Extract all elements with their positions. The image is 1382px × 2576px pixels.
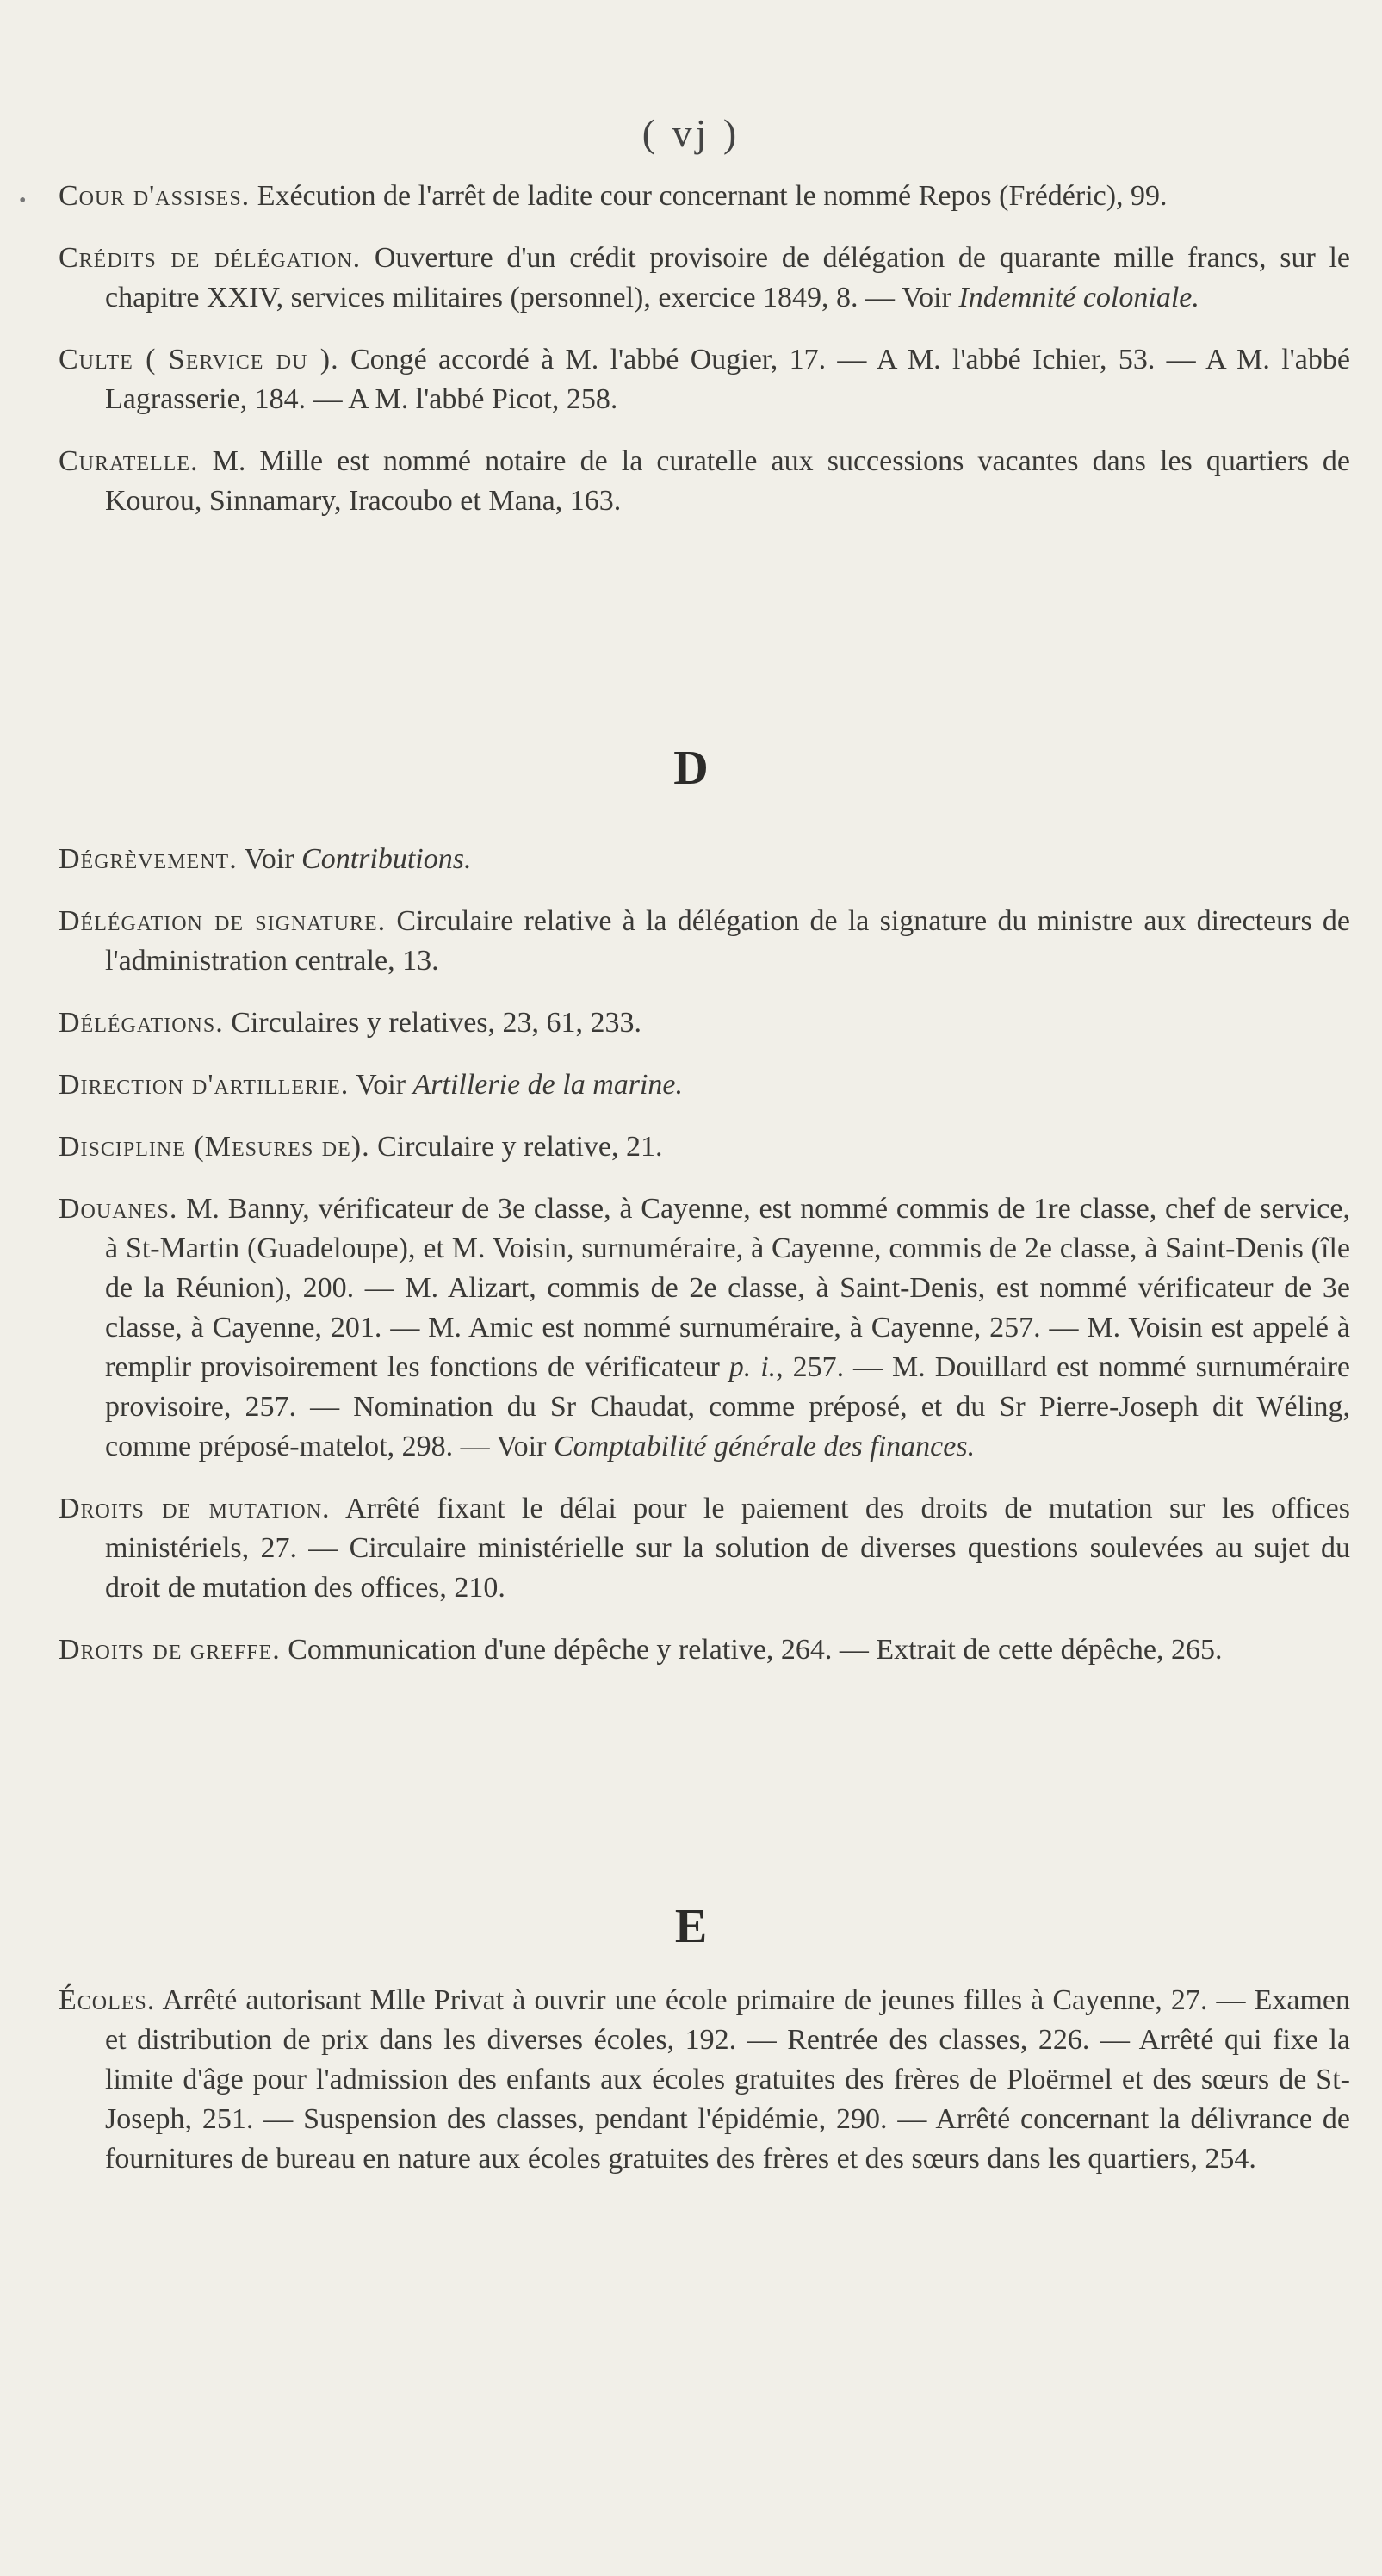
- entry-text: Arrêté autorisant Mlle Privat à ouvrir une école primaire de jeunes filles à Cayenne, 27. — Examen et distribution de prix dans les diverses écoles, 192. — Rentrée des classes, 226. — Arrêté qui fixe la limite d'âge pour l'admission des enfants aux écoles gratuites des frères de Ploërmel et des sœurs de St-Joseph, 251. — Suspension des classes, pendant l'épidémie, 290. — Arrêté concernant la délivrance de fournitures de bureau en nature aux écoles gratuites des frères et des sœurs dans les quartiers, 254.: [105, 1984, 1350, 2175]
- entry-ecoles: [59, 1981, 1350, 2179]
- entry-ref: Indemnité coloniale.: [958, 282, 1199, 313]
- entry-text-continued: , 257. — M. Douillard est nommé surnuméraire provisoire, 257. — Nomination du Sr Chaudat, comme préposé, et du Sr Pierre-Joseph dit Wéling, comme préposé-matelot, 298. — Voir: [105, 1351, 1350, 1462]
- entry-ref: Comptabilité générale des finances.: [553, 1431, 976, 1462]
- entry-head: Délégations.: [59, 1007, 224, 1039]
- entry-text: Circulaire relative à la délégation de la signature du ministre aux directeurs de l'administration centrale, 13.: [105, 905, 1350, 977]
- entry-head: Curatelle.: [59, 445, 199, 477]
- entries-c: [59, 177, 1350, 521]
- entry-head: Dégrèvement.: [59, 843, 238, 875]
- section-letter-d: D: [673, 742, 709, 795]
- entry-text: Voir: [349, 1069, 413, 1101]
- entry-culte: [59, 340, 1350, 419]
- entry-head: Crédits de délégation.: [59, 242, 362, 274]
- entry-head: Culte ( Service du ).: [59, 344, 339, 376]
- entry-head: Délégation de signature.: [59, 905, 387, 937]
- entry-head: Cour d'assises.: [59, 180, 251, 212]
- entry-ref: Contributions.: [301, 843, 472, 875]
- entry-text: Circulaires y relatives, 23, 61, 233.: [223, 1007, 642, 1039]
- section-letter-e: E: [674, 1900, 708, 1953]
- entry-text: M. Banny, vérificateur de 3e classe, à Cayenne, est nommé commis de 1re classe, chef de service, à St-Martin (Guadeloupe), et M. Voisin, surnuméraire, à Cayenne, commis de 2e classe, à Saint-Denis (île de la Réunion), 200. — M. Alizart, commis de 2e classe, à Saint-Denis, est nommé vérificateur de 3e classe, à Cayenne, 201. — M. Amic est nommé surnuméraire, à Cayenne, 257. — M. Voisin est appelé à remplir provisoirement les fonctions de vérificateur: [105, 1193, 1350, 1383]
- entry-text: Congé accordé à M. l'abbé Ougier, 17. — A M. l'abbé Ichier, 53. — A M. l'abbé Lagrasserie, 184. — A M. l'abbé Picot, 258.: [105, 344, 1350, 415]
- entry-head: Discipline (Mesures de).: [59, 1131, 370, 1163]
- entry-ref: Artillerie de la marine.: [412, 1069, 684, 1101]
- entry-direction-artillerie: [59, 1065, 1350, 1105]
- entries-d: [59, 840, 1350, 1670]
- page-number: ( vj ): [641, 111, 741, 155]
- entry-head: Écoles.: [59, 1984, 156, 2016]
- entry-discipline: [59, 1127, 1350, 1167]
- entry-delegations: [59, 1003, 1350, 1043]
- entry-text: Voir: [237, 843, 302, 875]
- entry-text: Ouverture d'un crédit provisoire de délégation de quarante mille francs, sur le chapitre XXIV, services militaires (personnel), exercice 1849, 8. — Voir: [105, 242, 1350, 313]
- entry-text: Arrêté fixant le délai pour le paiement des droits de mutation sur les offices ministériels, 27. — Circulaire ministérielle sur la solution de diverses questions soulevées au sujet du droit de mutation des offices, 210.: [105, 1493, 1350, 1604]
- margin-mark: •: [19, 189, 27, 212]
- entry-text: Exécution de l'arrêt de ladite cour concernant le nommé Repos (Frédéric), 99.: [250, 180, 1168, 212]
- entry-head: Direction d'artillerie.: [59, 1069, 350, 1101]
- entries-e: [59, 1981, 1350, 2179]
- entry-head: Douanes.: [59, 1193, 178, 1225]
- entry-droits-mutation: [59, 1489, 1350, 1608]
- entry-delegation-signature: [59, 902, 1350, 981]
- entry-cour-assises: [59, 177, 1350, 216]
- entry-credits: [59, 239, 1350, 318]
- entry-abbrev: p. i.: [728, 1351, 777, 1383]
- entry-text: M. Mille est nommé notaire de la curatelle aux successions vacantes dans les quartiers de Kourou, Sinnamary, Iracoubo et Mana, 163.: [105, 445, 1350, 517]
- entry-text: Communication d'une dépêche y relative, 264. — Extrait de cette dépêche, 265.: [280, 1634, 1223, 1666]
- entry-text: Circulaire y relative, 21.: [369, 1131, 663, 1163]
- entry-douanes: [59, 1189, 1350, 1467]
- entry-head: Droits de greffe.: [59, 1634, 281, 1666]
- entry-degrevement: [59, 840, 1350, 879]
- entry-head: Droits de mutation.: [59, 1493, 331, 1524]
- entry-droits-greffe: [59, 1630, 1350, 1670]
- entry-curatelle: [59, 442, 1350, 521]
